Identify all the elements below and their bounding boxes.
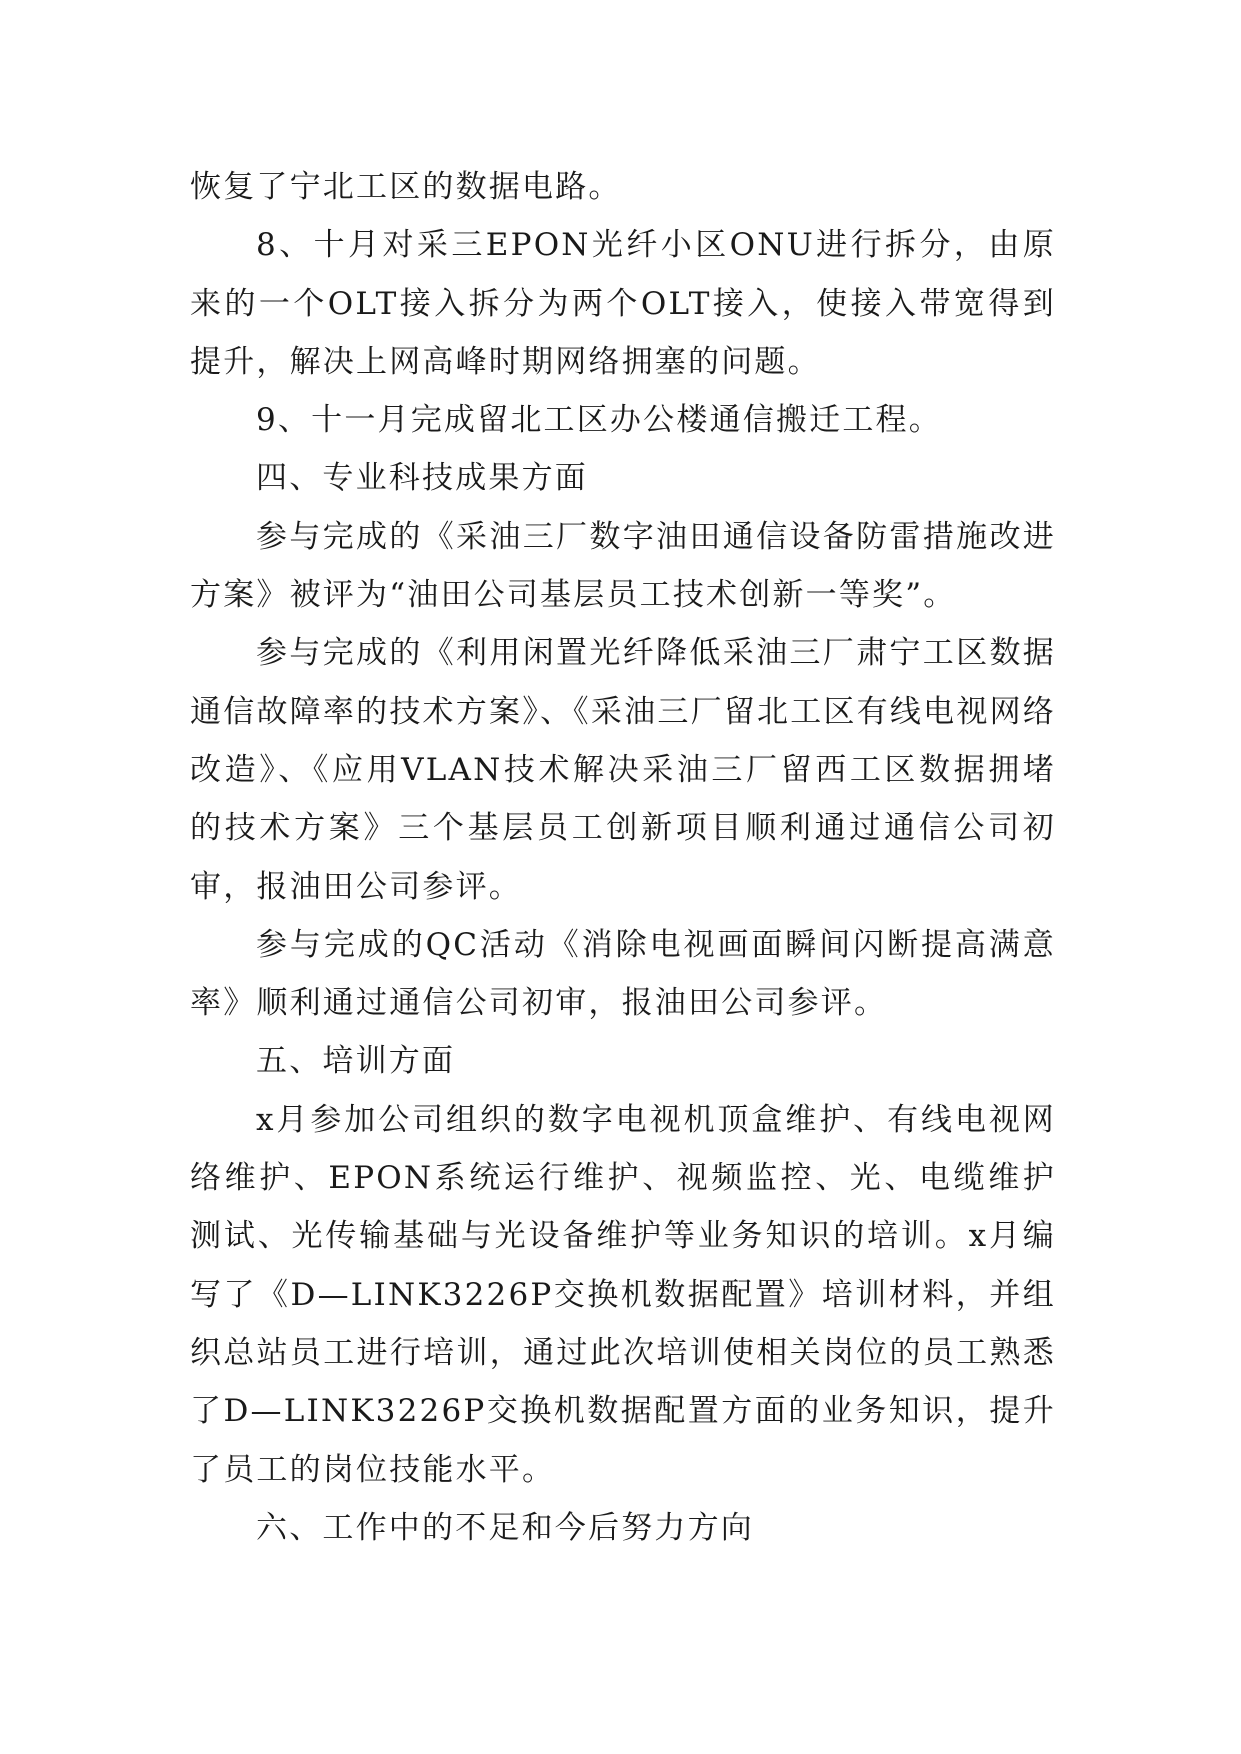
paragraph-item-8: 8、十月对采三EPON光纤小区ONU进行拆分，由原来的一个OLT接入拆分为两个OLT接入，使接入带宽得到提升，解决上网高峰时期网络拥塞的问题。 — [190, 227, 1056, 380]
section-heading-tech-achievements: 四、专业科技成果方面 — [256, 460, 588, 497]
paragraph-continuation: 恢复了宁北工区的数据电路。 — [190, 169, 622, 205]
section-heading-training: 五、培训方面 — [256, 1043, 456, 1080]
section-heading-shortcomings: 六、工作中的不足和今后努力方向 — [256, 1509, 754, 1546]
paragraph-lightning-protection: 参与完成的《采油三厂数字油田通信设备防雷措施改进方案》被评为“油田公司基层员工技术创新一等奖”。 — [190, 518, 1056, 614]
paragraph-training-details: x月参加公司组织的数字电视机顶盒维护、有线电视网络维护、EPON系统运行维护、视频监控、光、电缆维护测试、光传输基础与光设备维护等业务知识的培训。x月编写了《D—LINK3226P交换机数据配置》培训材料，并组织总站员工进行培训，通过此次培训使相关岗位的员工熟悉了D—LINK3226P交换机数据配置方面的业务知识，提升了员工的岗位技能水平。 — [190, 1101, 1056, 1488]
document-body — [190, 158, 1056, 1557]
paragraph-innovation-projects: 参与完成的《利用闲置光纤降低采油三厂肃宁工区数据通信故障率的技术方案》、《采油三厂留北工区有线电视网络改造》、《应用VLAN技术解决采油三厂留西工区数据拥堵的技术方案》三个基层员工创新项目顺利通过通信公司初审，报油田公司参评。 — [190, 635, 1056, 905]
paragraph-item-9: 9、十一月完成留北工区办公楼通信搬迁工程。 — [256, 402, 942, 439]
paragraph-qc-activity: 参与完成的QC活动《消除电视画面瞬间闪断提高满意率》顺利通过通信公司初审，报油田公司参评。 — [190, 926, 1056, 1022]
